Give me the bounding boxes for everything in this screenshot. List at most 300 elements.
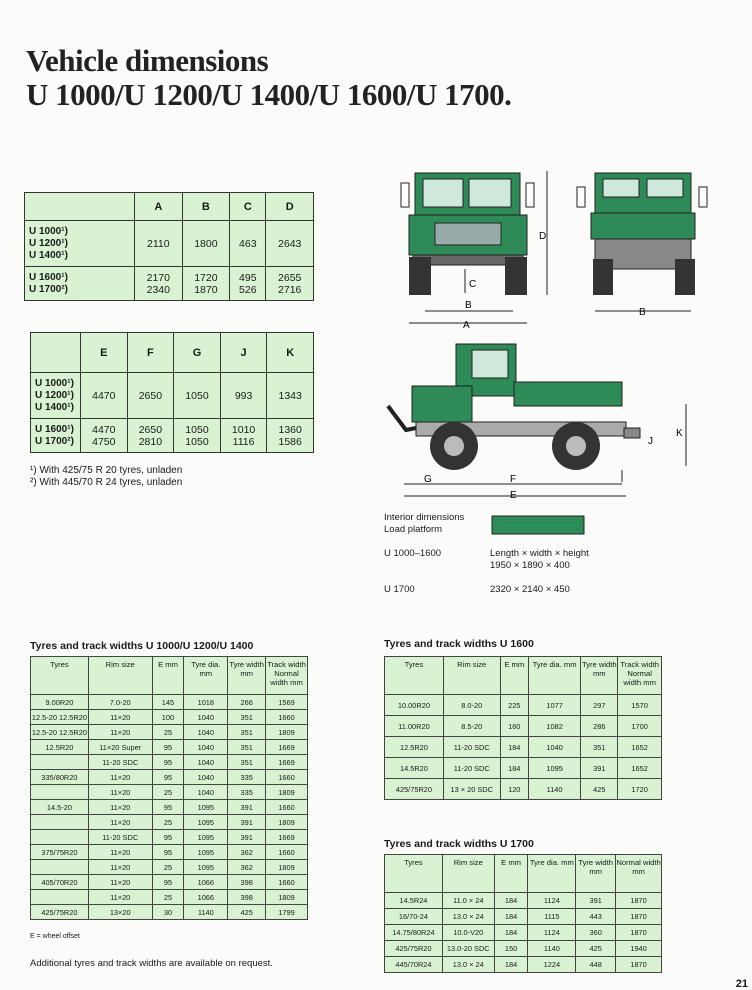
tyre-cell: 11×20 [88,770,152,785]
tyre-cell: 405/70R20 [31,875,89,890]
tyre-cell: 297 [581,695,618,716]
tyre-cell: 95 [152,740,184,755]
tyre-row [385,941,662,957]
tyre-row [385,758,662,779]
value: 993 [234,389,253,402]
tyre-cell: 1124 [528,925,576,941]
dim-value [81,373,128,419]
tyre-cell: 448 [576,957,616,973]
tyre-cell [31,785,89,800]
tyre-row [31,710,308,725]
col-header-j: J [220,333,267,373]
tyre-cell: 1040 [184,725,228,740]
tyre-col-header: Tyre width mm [576,855,616,893]
tyre-cell: 14.75/80R24 [385,925,443,941]
value: 495 [239,271,257,284]
footnotes [30,465,182,489]
tyre-col-header: E mm [500,657,528,695]
tyre-col-header: Normal width mm [616,855,662,893]
value: 2655 [278,271,302,284]
tyre-cell [31,860,89,875]
tyre-cell: 8.5-20 [443,716,500,737]
tyre-cell: 14.5-20 [31,800,89,815]
model-name: U 1000¹) [29,225,68,237]
tyre-col-header: E mm [494,855,528,893]
dim-value [135,221,183,267]
dim-value [230,267,266,301]
truck-rear-view [577,173,707,295]
model-list [31,373,81,419]
tyre-row [31,755,308,770]
tyre-cell: 1669 [266,740,308,755]
tyre-col-header: Tyre dia. mm [528,657,580,695]
tyre-cell: 13.0 × 24 [442,957,494,973]
tyre-cell: 100 [152,710,184,725]
tyre-cell: 95 [152,875,184,890]
value: 1050 [185,423,209,436]
tyre-cell: 1700 [618,716,662,737]
tyre-cell: 1066 [184,875,228,890]
tyre-cell [31,815,89,830]
tyre-cell: 13.0 × 24 [442,909,494,925]
tyre-cell: 11×20 [88,890,152,905]
col-header-c: C [230,193,266,221]
tyre-cell: 7.0-20 [88,695,152,710]
tyre-cell: 12.5-20 12.5R20 [31,710,89,725]
tyre-cell: 398 [228,875,266,890]
tyre-cell: 11×20 [88,815,152,830]
tyre-cell: 1040 [528,737,580,758]
dims-row [25,221,314,267]
value: 463 [239,237,257,250]
footnote-2: ²) With 445/70 R 24 tyres, unladen [30,477,183,488]
tyres1-footnote: E = wheel offset [30,933,80,940]
tyre-cell: 11-20 SDC [443,737,500,758]
load-platform-icon [490,512,590,538]
tyre-cell: 1660 [266,875,308,890]
value: 1360 [278,423,302,436]
tyre-cell: 445/70R24 [385,957,443,973]
truck-side-diagram [376,338,702,502]
value: 1050 [185,435,209,448]
model-list [25,267,135,301]
tyre-cell: 1569 [266,695,308,710]
tyre-cell: 1095 [184,860,228,875]
tyre-cell: 1940 [616,941,662,957]
tyre-cell: 1140 [528,779,580,800]
tyre-cell: 1870 [616,957,662,973]
tyre-cell: 266 [228,695,266,710]
model-name: U 1600¹) [35,423,74,435]
tyre-cell: 351 [228,755,266,770]
tyre-cell: 11.00R20 [385,716,444,737]
value: 4750 [92,435,116,448]
dim-value [182,221,230,267]
tyre-cell: 13.0-20 SDC [442,941,494,957]
tyre-cell: 12.5-20 12.5R20 [31,725,89,740]
tyre-cell: 335 [228,785,266,800]
footnote-1: ¹) With 425/75 R 20 tyres, unladen [30,465,183,476]
tyre-cell: 1095 [184,830,228,845]
tyre-cell [31,830,89,845]
tyre-cell: 1809 [266,860,308,875]
bottom-note: Additional tyres and track widths are available on request. [30,958,273,969]
tyre-cell: 120 [500,779,528,800]
tyre-cell: 398 [228,890,266,905]
tyre-cell: 95 [152,830,184,845]
tyre-cell: 1809 [266,815,308,830]
tyre-cell: 1809 [266,725,308,740]
tyre-cell: 11×20 [88,725,152,740]
value: 1870 [194,283,218,296]
tyre-cell [31,755,89,770]
tyre-cell: 425 [581,779,618,800]
tyre-row [31,830,308,845]
tyres-table-u1000-u1400 [30,656,308,920]
tyre-cell: 10.00R20 [385,695,444,716]
tyre-cell: 362 [228,860,266,875]
truck-front-view [401,173,534,295]
model-name: U 1400¹) [29,249,68,261]
tyre-cell: 391 [228,800,266,815]
dim-value [266,267,314,301]
tyre-cell: 10.0-V20 [442,925,494,941]
tyre-cell: 1040 [184,710,228,725]
page-number: 21 [735,978,748,990]
interior-dimensions [384,512,464,536]
tyre-row [31,875,308,890]
tyre-cell: 12.5R20 [31,740,89,755]
tyre-cell: 335 [228,770,266,785]
tyre-cell: 9.00R20 [31,695,89,710]
tyre-cell: 1040 [184,785,228,800]
tyre-col-header: Tyre dia. mm [528,855,576,893]
tyre-cell: 1660 [266,770,308,785]
tyre-row [31,785,308,800]
tyre-cell: 25 [152,890,184,905]
tyre-col-header: Rim size [88,657,152,695]
col-header-k: K [267,333,314,373]
value: 2716 [278,283,302,296]
label-K: K [676,428,683,439]
tyre-cell: 11.0 × 24 [442,893,494,909]
label-F: F [510,474,517,485]
tyre-row [31,740,308,755]
label-J: J [648,436,653,447]
tyre-cell: 443 [576,909,616,925]
tyre-cell: 13 × 20 SDC [443,779,500,800]
tyre-cell: 391 [228,830,266,845]
tyre-cell: 184 [494,893,528,909]
tyre-cell: 1652 [618,737,662,758]
model-list [31,419,81,453]
interior-row2-label: U 1700 [384,584,415,595]
tyre-cell: 184 [494,909,528,925]
tyre-cell: 11×20 Super [88,740,152,755]
tyre-cell: 95 [152,800,184,815]
col-header-b: B [182,193,230,221]
tyre-cell: 351 [228,740,266,755]
tyre-row [31,725,308,740]
tyre-row [385,909,662,925]
interior-col-head: Length × width × height [490,548,589,559]
tyre-cell: 1870 [616,909,662,925]
tyre-cell: 425/75R20 [385,941,443,957]
tyre-cell: 1124 [528,893,576,909]
label-A: A [463,320,470,331]
tyre-cell: 1652 [618,758,662,779]
dim-value [220,419,267,453]
tyre-cell: 95 [152,845,184,860]
tyre-col-header: Rim size [443,657,500,695]
value: 1720 [194,271,218,284]
tyre-cell: 11-20 SDC [88,830,152,845]
tyre-row [385,737,662,758]
tyre-cell: 11×20 [88,785,152,800]
tyre-row [31,770,308,785]
tyre-cell: 1095 [184,815,228,830]
dimensions-table-abcd [24,192,314,301]
tyre-cell: 184 [494,957,528,973]
tyre-col-header: Tyre dia. mm [184,657,228,695]
value: 4470 [92,423,116,436]
tyre-row [385,893,662,909]
value: 2810 [138,435,163,448]
tyre-cell: 11×20 [88,875,152,890]
tyre-cell: 145 [152,695,184,710]
tyre-cell: 391 [581,758,618,779]
model-name: U 1600¹) [29,271,68,283]
tyre-cell: 1870 [616,925,662,941]
interior-row1-label: U 1000–1600 [384,548,442,559]
tyre-cell: 1040 [184,770,228,785]
dim-value [174,373,221,419]
tyre-cell: 351 [228,710,266,725]
dim-value [267,373,314,419]
tyre-cell: 1809 [266,785,308,800]
dim-value [174,419,221,453]
dim-value [81,419,128,453]
tyre-row [31,800,308,815]
label-G: G [424,474,432,485]
tyre-row [31,905,308,920]
tyre-cell: 1669 [266,755,308,770]
value: 1800 [194,237,218,250]
tyre-col-header: Track width Normal width mm [266,657,308,695]
tyres-table-u1600 [384,656,662,800]
tyre-cell: 425 [228,905,266,920]
tyre-cell: 1077 [528,695,580,716]
tyres-table-u1700 [384,854,662,973]
model-name: U 1400¹) [35,401,74,413]
value: 1586 [278,435,302,448]
tyre-cell: 160 [500,716,528,737]
tyre-cell: 1040 [184,755,228,770]
tyre-cell: 360 [576,925,616,941]
tyre-cell: 16/70-24 [385,909,443,925]
tyre-cell: 286 [581,716,618,737]
tyre-cell: 1660 [266,710,308,725]
interior-row2-value: 2320 × 2140 × 450 [490,584,570,595]
tyre-cell: 1140 [528,941,576,957]
tyre-cell [31,890,89,905]
tyre-cell: 1082 [528,716,580,737]
model-name: U 1200¹) [29,237,68,249]
tyre-cell: 1809 [266,890,308,905]
value: 1343 [278,389,302,402]
label-B-rear: B [639,307,646,318]
label-B-front: B [465,300,472,311]
value: 2170 [146,271,170,284]
tyre-cell: 11×20 [88,800,152,815]
tyre-cell: 184 [500,737,528,758]
tyre-cell: 391 [576,893,616,909]
dim-value [135,267,183,301]
tyre-cell: 1095 [528,758,580,779]
tyre-row [31,890,308,905]
tyre-cell: 14.5R20 [385,758,444,779]
dim-value [266,221,314,267]
model-name: U 1700²) [35,435,74,447]
tyre-col-header: Tyres [385,855,443,893]
tyre-cell: 1720 [618,779,662,800]
tyre-cell: 12.5R20 [385,737,444,758]
tyre-cell: 1140 [184,905,228,920]
truck-front-rear-diagram [395,165,715,335]
tyre-col-header: Track width Normal width mm [618,657,662,695]
col-header-g: G [174,333,221,373]
tyre-row [31,860,308,875]
tyre-col-header: Rim size [442,855,494,893]
dim-value [127,373,174,419]
model-name: U 1000¹) [35,377,74,389]
load-platform-heading: Load platform [384,524,443,535]
tyre-row [31,695,308,710]
tyre-cell: 11-20 SDC [443,758,500,779]
value: 2110 [147,237,170,250]
tyre-cell: 1095 [184,800,228,815]
tyre-col-header: Tyres [385,657,444,695]
tyre-cell: 11×20 [88,860,152,875]
tyre-cell: 1018 [184,695,228,710]
col-header-f: F [127,333,174,373]
dim-value [230,221,266,267]
tyre-header-row [31,657,308,695]
tyres3-title: Tyres and track widths U 1700 [384,838,534,850]
tyre-cell: 1095 [184,845,228,860]
dims-row [31,373,314,419]
model-name: U 1200¹) [35,389,74,401]
dimensions-table-efgjk [30,332,314,453]
tyre-cell: 30 [152,905,184,920]
tyre-cell: 351 [228,725,266,740]
tyre-row [385,695,662,716]
dims-row [31,419,314,453]
tyre-row [385,957,662,973]
tyre-cell: 25 [152,725,184,740]
interior-row1-value: 1950 × 1890 × 400 [490,560,570,571]
label-E: E [510,490,517,501]
tyre-cell: 95 [152,770,184,785]
tyre-cell: 1870 [616,893,662,909]
tyre-cell: 11×20 [88,845,152,860]
tyre-cell: 425 [576,941,616,957]
value: 2340 [146,283,170,296]
tyre-cell: 351 [581,737,618,758]
tyre-cell: 8.0-20 [443,695,500,716]
page-title [26,44,511,112]
value: 1116 [232,435,255,448]
dim-value [220,373,267,419]
interior-heading: Interior dimensions [384,512,465,523]
tyre-row [31,815,308,830]
tyre-cell: 1115 [528,909,576,925]
tyre-row [31,845,308,860]
tyre-cell: 11-20 SDC [88,755,152,770]
value: 2643 [278,237,302,250]
tyre-cell: 11×20 [88,710,152,725]
tyre-cell: 1669 [266,830,308,845]
col-header-d: D [266,193,314,221]
tyre-col-header: Tyres [31,657,89,695]
col-header-a: A [135,193,183,221]
tyre-cell: 225 [500,695,528,716]
model-list [25,221,135,267]
tyre-cell: 25 [152,815,184,830]
value: 1010 [231,423,256,436]
tyres2-title: Tyres and track widths U 1600 [384,638,534,650]
dim-value [182,267,230,301]
label-D: D [539,231,547,242]
value: 526 [239,283,257,296]
tyre-cell: 1224 [528,957,576,973]
tyre-cell: 14.5R24 [385,893,443,909]
value: 2650 [138,389,163,402]
tyre-cell: 25 [152,785,184,800]
label-C: C [469,279,477,290]
title-line-2: U 1000/U 1200/U 1400/U 1600/U 1700. [26,77,512,112]
tyre-cell: 1660 [266,800,308,815]
interior-row1 [490,548,589,572]
value: 1050 [185,389,209,402]
dim-value [127,419,174,453]
value: 4470 [92,389,116,402]
tyre-cell: 1066 [184,890,228,905]
tyre-col-header: E mm [152,657,184,695]
title-line-1: Vehicle dimensions [26,43,269,78]
tyres1-title: Tyres and track widths U 1000/U 1200/U 1400 [30,640,254,652]
tyre-cell: 362 [228,845,266,860]
tyre-cell: 335/80R20 [31,770,89,785]
tyre-cell: 1040 [184,740,228,755]
tyre-cell: 1799 [266,905,308,920]
tyre-row [385,925,662,941]
tyre-cell: 391 [228,815,266,830]
model-name: U 1700²) [29,283,68,295]
tyre-cell: 1660 [266,845,308,860]
tyre-row [385,779,662,800]
tyre-header-row [385,657,662,695]
tyre-cell: 375/75R20 [31,845,89,860]
tyre-cell: 425/75R20 [385,779,444,800]
tyre-cell: 184 [500,758,528,779]
tyre-cell: 95 [152,755,184,770]
tyre-cell: 150 [494,941,528,957]
tyre-cell: 184 [494,925,528,941]
dims-row [25,267,314,301]
tyre-header-row [385,855,662,893]
tyre-cell: 1570 [618,695,662,716]
